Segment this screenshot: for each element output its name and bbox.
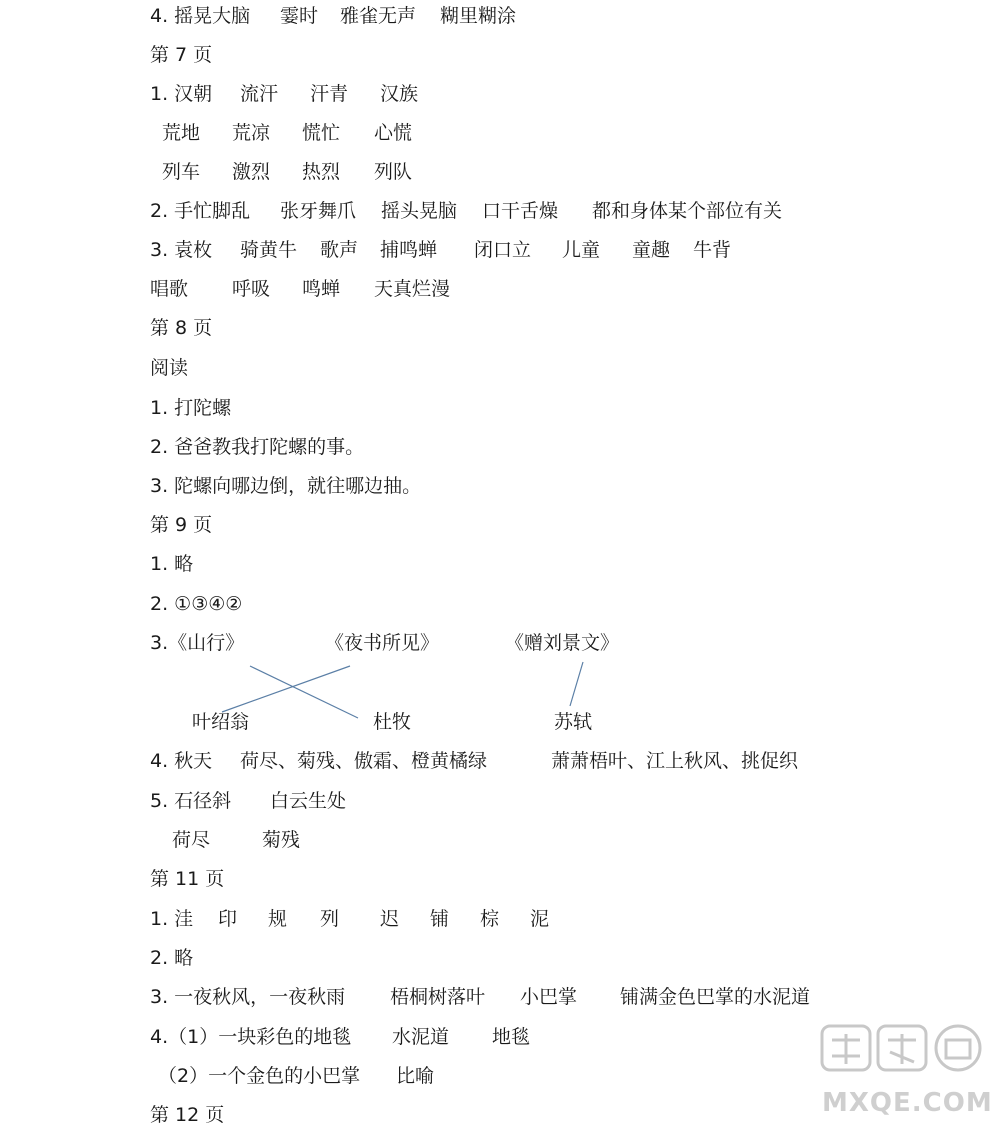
page-heading-text: 第 8 页 [150,317,213,339]
text-segment: 2. ①③④② [150,593,243,615]
text-segment: 童趣 [632,239,671,261]
text-segment: 规 [268,908,288,930]
text-segment: 迟 [380,908,400,930]
text-segment: 口干舌燥 [482,200,559,222]
text-segment: 呼吸 [232,278,271,300]
text-segment: 小巴掌 [520,986,578,1008]
text-segment: 霎时 [280,5,319,27]
text-segment: 天真烂漫 [374,278,451,300]
text-segment: 流汗 [240,83,279,105]
text-segment: 激烈 [232,161,271,183]
text-segment: 牛背 [693,239,732,261]
text-segment: 张牙舞爪 [280,200,357,222]
page-heading-text: 第 11 页 [150,868,225,890]
text-segment: 铺满金色巴掌的水泥道 [620,986,811,1008]
text-segment: 汉族 [380,83,419,105]
text-segment: 鸣蝉 [302,278,341,300]
poet-name: 苏轼 [554,711,593,733]
text-segment: 捕鸣蝉 [380,239,438,261]
poem-title: 《夜书所见》 [325,632,440,654]
text-segment: 唱歌 [150,278,189,300]
text-segment: 2. 略 [150,947,194,969]
text-segment: 印 [218,908,238,930]
watermark-url: MXQE.COM [822,1088,993,1118]
text-segment: 列队 [374,161,413,183]
text-segment: 梧桐树落叶 [390,986,486,1008]
text-segment: 3. 袁枚 [150,239,213,261]
page-heading-text: 第 9 页 [150,514,213,536]
text-segment: 骑黄牛 [240,239,298,261]
text-segment: 5. 石径斜 [150,790,232,812]
text-segment: 列 [320,908,340,930]
text-segment: 3. 一夜秋风，一夜秋雨 [150,986,346,1008]
text-segment: 荒地 [162,122,201,144]
text-segment: 歌声 [320,239,359,261]
text-segment: 闭口立 [474,239,532,261]
section-heading-text: 阅读 [150,357,189,379]
text-segment: 儿童 [562,239,601,261]
text-segment: 白云生处 [270,790,347,812]
text-segment: 地毯 [492,1026,531,1048]
text-segment: 糊里糊涂 [440,5,517,27]
text-segment: 汗青 [310,83,349,105]
text-segment: 4.（1）一块彩色的地毯 [150,1026,352,1048]
text-segment: 3. 陀螺向哪边倒，就往哪边抽。 [150,475,422,497]
text-segment: 2. 手忙脚乱 [150,200,251,222]
text-segment: 1. 略 [150,553,194,575]
text-segment: 棕 [480,908,500,930]
poem-title: 3.《山行》 [150,632,245,654]
poet-name: 杜牧 [373,711,412,733]
text-segment: 4. 秋天 [150,750,213,772]
text-segment: 都和身体某个部位有关 [592,200,783,222]
text-segment: 4. 摇晃大脑 [150,5,251,27]
text-segment: 比喻 [396,1065,435,1087]
text-segment: 荷尽、菊残、傲霜、橙黄橘绿 [240,750,488,772]
text-segment: 慌忙 [302,122,341,144]
text-segment: 菊残 [262,829,301,851]
text-segment: 荒凉 [232,122,271,144]
match-line [570,662,583,706]
text-segment: 1. 打陀螺 [150,397,232,419]
text-segment: 摇头晃脑 [381,200,458,222]
text-segment: 心慌 [374,122,413,144]
text-segment: 铺 [430,908,450,930]
text-segment: 1. 汉朝 [150,83,213,105]
text-segment: 雅雀无声 [340,5,417,27]
match-line [250,666,358,718]
page-heading-text: 第 7 页 [150,44,213,66]
text-segment: 荷尽 [172,829,211,851]
text-segment: 1. 洼 [150,908,194,930]
poet-name: 叶绍翁 [192,711,250,733]
poem-title: 《赠刘景文》 [505,632,620,654]
text-segment: 热烈 [302,161,341,183]
text-segment: 列车 [162,161,201,183]
text-segment: （2）一个金色的小巴掌 [158,1065,361,1087]
text-segment: 水泥道 [392,1026,450,1048]
text-segment: 泥 [530,908,550,930]
text-segment: 萧萧梧叶、江上秋风、挑促织 [551,750,799,772]
text-segment: 2. 爸爸教我打陀螺的事。 [150,436,365,458]
page-heading-text: 第 12 页 [150,1104,225,1126]
